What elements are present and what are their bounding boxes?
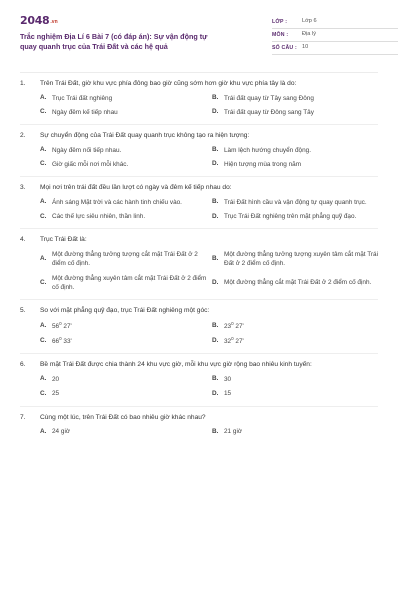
meta-panel xyxy=(272,16,398,55)
degree-value: 56 xyxy=(52,322,60,330)
option-d[interactable] xyxy=(212,160,384,169)
question-5 xyxy=(20,300,378,354)
option-c[interactable] xyxy=(40,212,212,221)
option-key: C. xyxy=(40,389,47,397)
option-text: $66^0$ 33' xyxy=(52,336,72,346)
question-number: 5. xyxy=(20,307,26,315)
meta-value: 10 xyxy=(302,44,309,51)
minute-value: 27' xyxy=(235,338,244,346)
option-text: 25 xyxy=(52,390,60,398)
option-text: Ngày đêm nối tiếp nhau. xyxy=(52,146,122,154)
option-text: $23^0$ 27' xyxy=(224,320,244,330)
option-key: D. xyxy=(212,160,219,168)
option-key: D. xyxy=(212,337,219,345)
minute-value: 27' xyxy=(235,322,244,330)
brand-name: 2048 xyxy=(20,14,50,27)
options xyxy=(20,146,378,170)
option-key: A. xyxy=(40,146,47,154)
option-key: A. xyxy=(40,198,47,206)
option-b[interactable] xyxy=(212,198,384,207)
option-key: A. xyxy=(40,94,47,102)
option-text: 24 giờ xyxy=(52,428,71,436)
option-text: Một đường thẳng cắt mặt Trái Đất ở 2 điểm cố định. xyxy=(224,279,372,287)
options xyxy=(20,94,378,118)
options xyxy=(20,321,378,347)
question-3 xyxy=(20,177,378,229)
option-key: D. xyxy=(212,389,219,397)
meta-label: SỐ CÂU : xyxy=(272,44,297,51)
option-a[interactable] xyxy=(40,250,212,269)
option-text: Trục Trái đất nghiêng xyxy=(52,94,113,102)
option-key: C. xyxy=(40,337,47,345)
option-b[interactable] xyxy=(212,321,384,331)
question-number: 1. xyxy=(20,80,26,87)
question-1 xyxy=(20,73,378,125)
degree-value: 32 xyxy=(224,338,232,346)
option-text: 21 giờ xyxy=(224,428,243,436)
option-key: D. xyxy=(212,212,219,220)
meta-label: MÔN : xyxy=(272,31,289,38)
question-number: 6. xyxy=(20,361,26,369)
options xyxy=(20,198,378,222)
option-text: Ánh sáng Mặt trời và các hành tinh chiếu vào. xyxy=(52,198,182,206)
option-b[interactable] xyxy=(212,94,384,103)
question-text: So với mặt phẳng quỹ đạo, trục Trái Đất nghiêng một góc: xyxy=(40,307,210,315)
option-a[interactable] xyxy=(40,375,212,384)
option-b[interactable] xyxy=(212,250,384,269)
question-text: Bề mặt Trái Đất được chia thành 24 khu vực giờ, mỗi khu vực giờ rộng bao nhiêu kinh tuyến: xyxy=(40,361,312,369)
option-text: Ngày đêm kế tiếp nhau xyxy=(52,108,118,116)
meta-value: Lớp 6 xyxy=(302,18,317,25)
meta-label: LỚP : xyxy=(272,18,288,25)
option-key: A. xyxy=(40,255,47,263)
option-d[interactable] xyxy=(212,108,384,117)
option-b[interactable] xyxy=(212,146,384,155)
option-key: C. xyxy=(40,212,47,220)
degree-value: 66 xyxy=(52,338,60,346)
option-key: B. xyxy=(212,146,219,154)
meta-row-count xyxy=(272,42,398,55)
option-b[interactable] xyxy=(212,375,384,384)
option-b[interactable] xyxy=(212,427,384,436)
question-6 xyxy=(20,354,378,406)
option-a[interactable] xyxy=(40,146,212,155)
option-text: Trái đất quay từ Tây sang Đông xyxy=(224,94,314,102)
question-7 xyxy=(20,407,378,444)
option-key: D. xyxy=(212,278,219,286)
option-text: $32^0$ 27' xyxy=(224,336,244,346)
question-text: Mọi nơi trên trái đất đều lần lượt có ngày và đêm kế tiếp nhau do: xyxy=(40,184,232,192)
option-c[interactable] xyxy=(40,389,212,398)
option-text: Làm lệch hướng chuyển động. xyxy=(224,146,311,154)
meta-value: Địa lý xyxy=(302,31,316,38)
option-key: A. xyxy=(40,375,47,383)
page-title: Trắc nghiệm Địa Lí 6 Bài 7 (có đáp án): Sự vận động tự quay quanh trục của Trái Đất và các hệ quả xyxy=(20,32,208,51)
options xyxy=(20,250,378,292)
option-key: C. xyxy=(40,160,47,168)
option-text: Một đường thẳng xuyên tâm cắt mặt Trái Đất ở 2 điểm cố định. xyxy=(52,274,207,291)
option-key: C. xyxy=(40,278,47,286)
header xyxy=(20,0,378,66)
minute-value: 27' xyxy=(63,322,72,330)
question-text: Trên Trái Đất, giờ khu vực phía đông bao giờ cũng sớm hơn giờ khu vực phía tây là do: xyxy=(40,80,297,87)
option-key: A. xyxy=(40,321,47,329)
question-number: 3. xyxy=(20,184,26,192)
option-key: B. xyxy=(212,427,219,435)
options xyxy=(20,427,378,436)
option-c[interactable] xyxy=(40,160,212,169)
question-number: 2. xyxy=(20,132,26,140)
option-key: B. xyxy=(212,94,219,102)
question-2 xyxy=(20,125,378,177)
option-key: D. xyxy=(212,108,219,116)
brand-suffix: .vn xyxy=(50,19,58,25)
option-key: B. xyxy=(212,198,219,206)
option-a[interactable] xyxy=(40,94,212,103)
option-a[interactable] xyxy=(40,427,212,436)
option-text: $56^0$ 27' xyxy=(52,320,72,330)
option-c[interactable] xyxy=(40,274,212,293)
option-text: 20 xyxy=(52,376,60,383)
option-a[interactable] xyxy=(40,321,212,331)
option-text: Trái Đất hình cầu và vận động tự quay quanh trục. xyxy=(224,198,367,206)
question-number: 7. xyxy=(20,413,26,421)
option-text: Trục Trái Đất nghiêng trên mặt phẳng quỹ đạo. xyxy=(224,213,357,221)
option-key: B. xyxy=(212,321,219,329)
option-key: B. xyxy=(212,375,219,383)
option-d[interactable] xyxy=(212,212,384,221)
option-key: C. xyxy=(40,108,47,116)
option-d[interactable] xyxy=(212,274,384,293)
option-d[interactable] xyxy=(212,336,384,346)
option-c[interactable] xyxy=(40,108,212,117)
option-key: A. xyxy=(40,427,47,435)
option-text: 15 xyxy=(224,390,232,398)
option-a[interactable] xyxy=(40,198,212,207)
question-text: Trục Trái Đất là: xyxy=(40,236,87,244)
option-c[interactable] xyxy=(40,336,212,346)
question-4 xyxy=(20,229,378,300)
question-text: Sự chuyển động của Trái Đất quay quanh trục không tạo ra hiện tượng: xyxy=(40,132,250,140)
option-text: 30 xyxy=(224,376,232,383)
option-key: B. xyxy=(212,255,219,263)
meta-row-subject xyxy=(272,29,398,42)
option-text: Một đường thẳng tưởng tượng cắt mặt Trái Đất ở 2 điểm cố định. xyxy=(52,250,198,268)
options xyxy=(20,375,378,399)
degree-value: 23 xyxy=(224,322,232,330)
option-text: Các thế lực siêu nhiên, thần linh. xyxy=(52,213,146,221)
question-number: 4. xyxy=(20,236,26,244)
minute-value: 33' xyxy=(63,338,72,346)
option-text: Giờ giấc mỗi nơi mỗi khác. xyxy=(52,160,129,168)
meta-row-class xyxy=(272,16,398,29)
option-d[interactable] xyxy=(212,389,384,398)
option-text: Một đường thẳng tưởng tượng xuyên tâm cắt mặt Trái Đất ở 2 điểm cố định. xyxy=(224,250,378,268)
question-text: Cùng một lúc, trên Trái Đất có bao nhiêu giờ khác nhau? xyxy=(40,413,206,421)
option-text: Hiện tượng mùa trong năm xyxy=(224,160,302,168)
option-text: Trái đất quay từ Đông sang Tây xyxy=(224,108,314,116)
